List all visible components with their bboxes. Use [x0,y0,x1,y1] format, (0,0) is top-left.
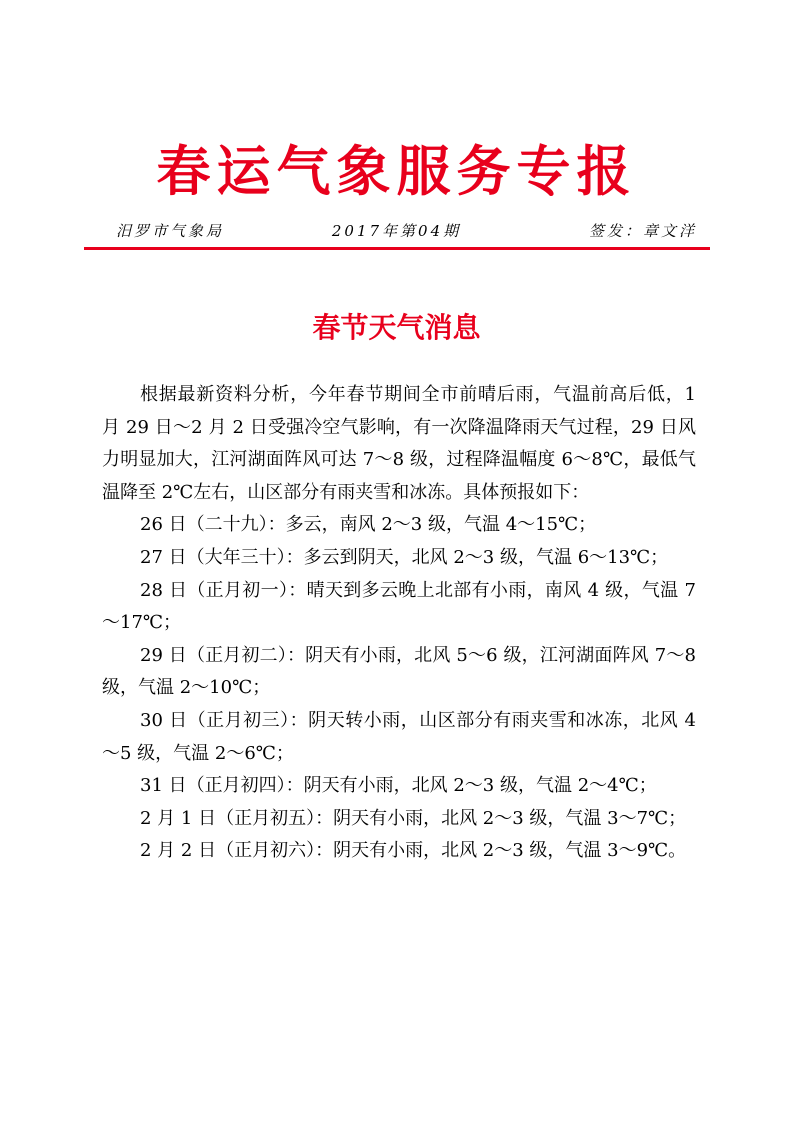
intro-paragraph: 根据最新资料分析，今年春节期间全市前晴后雨，气温前高后低，1 月 29 日～2 月 2 日受强冷空气影响，有一次降温降雨天气过程，29 日风力明显加大，江河湖面阵风可达 7～8 级，过程降温幅度 6～8℃，最低气温降至 2℃左右，山区部分有雨夹雪和冰冻。具体预报如下： [102,384,696,503]
article-body [102,379,696,868]
forecast-paragraph: 29 日（正月初二）：阴天有小雨，北风 5～6 级，江河湖面阵风 7～8 级，气温 2～10℃； [102,644,696,699]
forecast-paragraph: 30 日（正月初三）：阴天转小雨，山区部分有雨夹雪和冰冻，北风 4～5 级，气温 2～6℃； [102,709,696,764]
issue-number: 2017年第04期 [331,222,462,240]
forecast-paragraph: 2 月 2 日（正月初六）：阴天有小雨，北风 2～3 级，气温 3～9℃。 [140,840,687,862]
article-headline: 春节天气消息 [312,311,481,344]
issuer-label: 汨罗市气象局 [116,222,225,240]
forecast-paragraph: 31 日（正月初四）：阴天有小雨，北风 2～3 级，气温 2～4℃； [140,775,657,797]
signer-label: 签发：章文洋 [588,222,697,240]
masthead-divider [84,247,710,250]
forecast-paragraph: 2 月 1 日（正月初五）：阴天有小雨，北风 2～3 级，气温 3～7℃； [140,807,687,829]
forecast-paragraph: 26 日（二十九）：多云，南风 2～3 级，气温 4～15℃； [140,514,597,536]
masthead-title: 春运气象服务专报 [156,139,637,203]
forecast-paragraph: 28 日（正月初一）：晴天到多云晚上北部有小雨，南风 4 级，气温 7～17℃； [102,579,696,634]
forecast-paragraph: 27 日（大年三十）：多云到阴天，北风 2～3 级，气温 6～13℃； [140,546,669,568]
